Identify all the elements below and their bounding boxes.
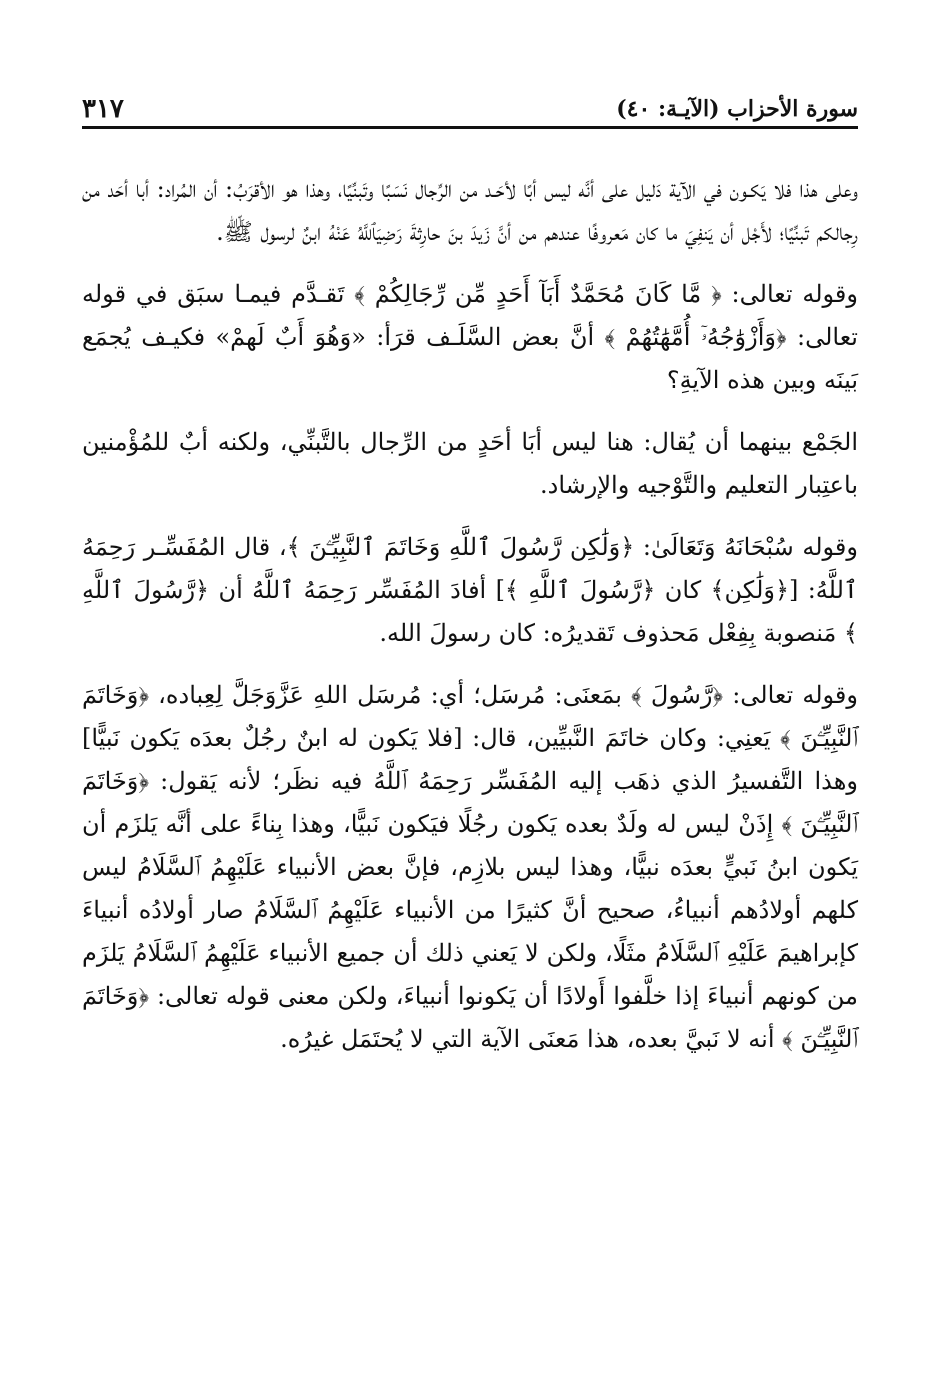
page-body [82, 168, 858, 1080]
paragraph: وقوله تعالى: ﴿رَّسُولَ ﴾ بمَعنَى: مُرسَل؛ أي: مُرسَل اللهِ عَزَّوَجَلَّ لِعِباده، ﴿وَخَاتَمَ ٱلنَّبِيِّـۧنَ ﴾ يَعنِي: وكان خاتَمَ النَّبيِّين، قال: [فلا يَكون له ابنٌ رجُلٌ بعدَه يَكون نَبيًّا] وهذا التَّفسيرُ الذي ذهَب إليه المُفَسِّر رَحِمَهُ ٱللَّهُ فيه نظَر؛ لأنه يَقول: ﴿وَخَاتَمَ ٱلنَّبِيِّـۧنَ ﴾ إِذَنْ ليس له ولَدٌ بعده يَكون رجُلًا فيَكون نَبيًّا، وهذا بِناءً على أنَّه يَلزَم أن يَكون ابنُ نَبيٍّ بعدَه نبيًّا، وهذا ليس بلازِم، فإنَّ بعض الأنبياء عَلَيْهِمُ ٱلسَّلَامُ ليس كلهم أولادُهم أنبياءُ، صحيح أنَّ كثيرًا من الأنبياء عَلَيْهِمُ ٱلسَّلَامُ صار أولادُه أنبياءَ كإبراهيمَ عَلَيْهِ ٱلسَّلَامُ مثَلًا، ولكن لا يَعني ذلك أن جميع الأنبياء عَلَيْهِمُ ٱلسَّلَامُ يَلزَم من كونهم أنبياءَ إذا خلَّفوا أَولادًا أن يَكونوا أنبياءَ، ولكن معنى قوله تعالى: ﴿وَخَاتَمَ ٱلنَّبِيِّـۧنَ ﴾ أنه لا نَبيَّ بعده، هذا مَعنَى الآية التي لا يُحتَمَل غيرُه. [82, 681, 858, 1053]
running-title: سورة الأحزاب (الآيـة: ٤٠) [616, 96, 858, 122]
paragraph: وقوله سُبْحَانَهُ وَتَعَالَىٰ: ﴿وَلَٰكِن رَّسُولَ ٱللَّهِ وَخَاتَمَ ٱلنَّبِيِّـۧنَ ﴾، قال المُفَسِّـر رَحِمَهُ ٱللَّهُ: [﴿وَلَٰكِن﴾ كان ﴿رَّسُولَ ٱللَّهِ ﴾] أفادَ المُفَسِّر رَحِمَهُ ٱللَّهُ أن ﴿رَّسُولَ ٱللَّهِ ﴾ مَنصوبة بِفِعْل مَحذوف تَقديرُه: كان رسولَ الله. [82, 533, 858, 647]
page-header [82, 92, 858, 129]
paragraph: الجَمْع بينهما أن يُقال: هنا ليس أبَا أحَدٍ من الرِّجال بالتَّبنِّي، ولكنه أبٌ للمُؤْمنين باعتِبار التعليم والتَّوْجيه والإرشاد. [82, 428, 858, 499]
paragraph: وعلى هذا فلا يَكـون في الآية دَليل على أنَّه ليس أبًا لأحَـد من الرِّجال نَسَبًا وتَبنِّيًا، وهذا هو الأقرَبُ: أن المُراد: أبا أحَد من رِجالكم تَبنِّيًا؛ لأَجْل أن يَنفِيَ ما كان مَعروفًا عندهم من أنَّ زَيدَ بنَ حارِثةَ رَضِيَٱللَّهُ عَنْهُ ابنٌ لرسول ﷺ. [82, 175, 858, 246]
page-number: ٣١٧ [82, 94, 124, 124]
paragraph: وقوله تعالى: ﴿ مَّا كَانَ مُحَمَّدٌ أَبَآ أَحَدٍ مِّن رِّجَالِكُمْ ﴾ تَقـدَّم فيمـا سبَق في قوله تعالى: ﴿وَأَزْوَٰجُهُۥٓ أُمَّهَٰتُهُمْ ﴾ أنَّ بعض السَّلَـف قرَأ: «وَهُوَ أَبٌ لَهمْ» فكيـف يُجمَع بَينَه وبين هذه الآيةِ؟ [82, 280, 858, 394]
